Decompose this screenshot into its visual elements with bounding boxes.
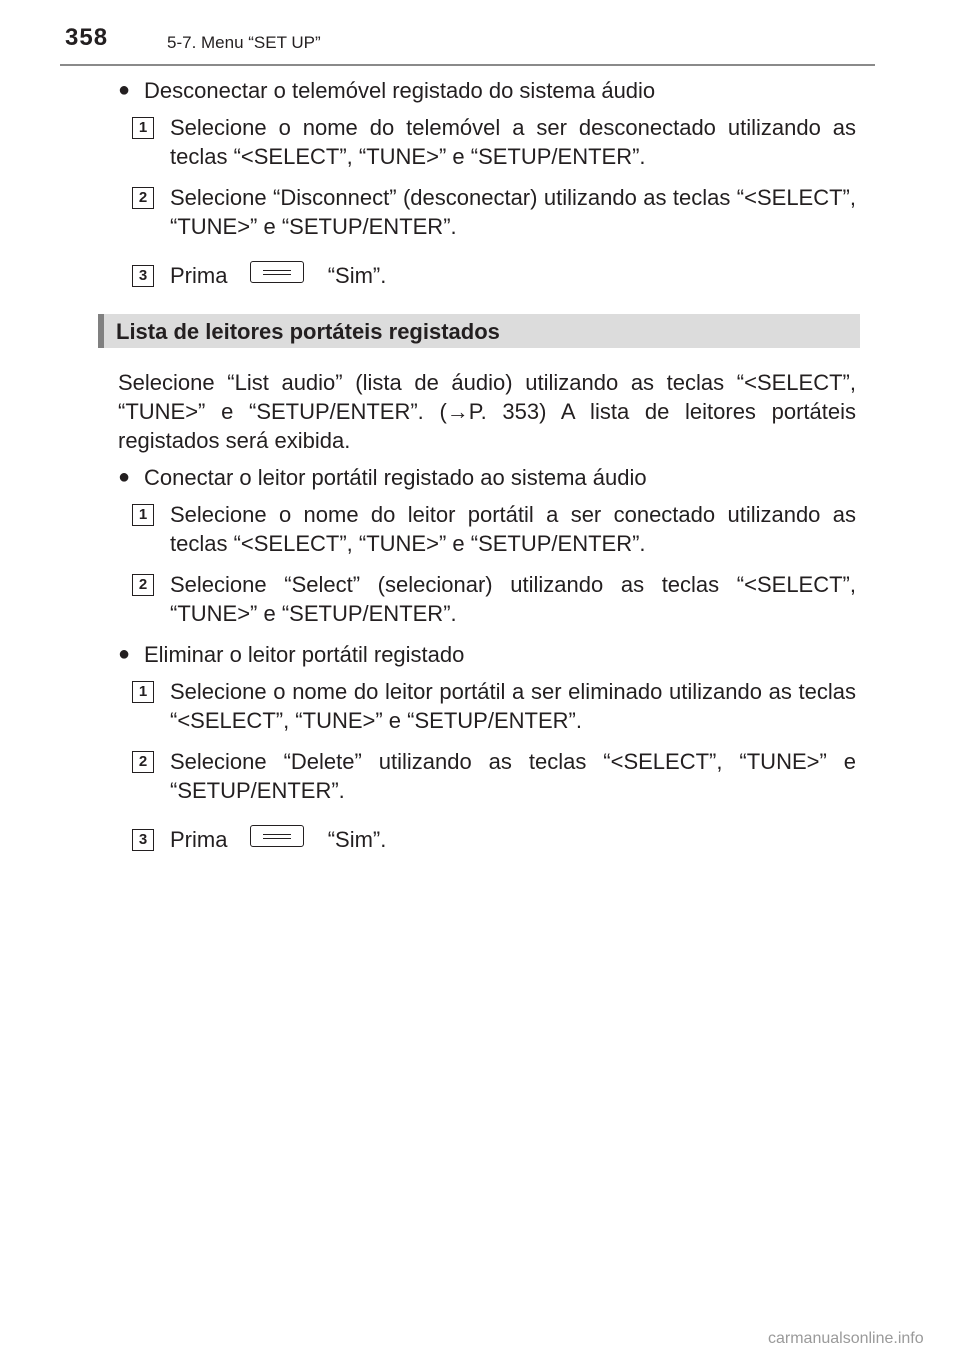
section-title: 5-7. Menu “SET UP” (167, 33, 321, 52)
section-heading: Lista de leitores portáteis registados (116, 319, 500, 344)
step-item (118, 113, 856, 171)
bullet-text: Eliminar o leitor portátil registado (144, 642, 465, 667)
watermark: carmanualsonline.info (768, 1330, 924, 1347)
phone-hang-up-button-icon (250, 261, 304, 283)
step-number: 2 (132, 574, 154, 596)
step-number: 3 (132, 829, 154, 851)
header-divider (60, 64, 875, 66)
bullet-icon: ● (118, 643, 131, 665)
step-item (118, 677, 856, 735)
bullet-item (118, 640, 856, 669)
phone-hang-up-button-icon (250, 825, 304, 847)
bullet-item (118, 76, 856, 105)
step-item (118, 570, 856, 628)
step-text: Prima (170, 263, 228, 288)
step-item (118, 500, 856, 558)
step-text: “Sim”. (327, 827, 387, 852)
bullet-icon: ● (118, 79, 131, 101)
section-heading-bar (98, 314, 860, 348)
step-item (118, 825, 856, 854)
step-item (118, 261, 856, 290)
step-text: Selecione o nome do leitor portátil a ser eliminado utilizando as teclas “<SELECT”, “TUNE>” e “SETUP/ENTER”. (170, 679, 856, 733)
page-header (0, 0, 960, 70)
step-text: Selecione “Disconnect” (desconectar) utilizando as teclas “<SELECT”, “TUNE>” e “SETUP/ENTER”. (170, 185, 856, 239)
bullet-icon: ● (118, 466, 131, 488)
step-item (118, 747, 856, 805)
step-number: 2 (132, 751, 154, 773)
bullet-text: Conectar o leitor portátil registado ao sistema áudio (144, 465, 647, 490)
step-number: 1 (132, 117, 154, 139)
step-text: Selecione o nome do telemóvel a ser desconectado utilizando as teclas “<SELECT”, “TUNE>” e “SETUP/ENTER”. (170, 115, 856, 169)
step-text: Selecione o nome do leitor portátil a ser conectado utilizando as teclas “<SELECT”, “TUNE>” e “SETUP/ENTER”. (170, 502, 856, 556)
step-number: 2 (132, 187, 154, 209)
page-content (118, 76, 856, 866)
step-text: Selecione “Select” (selecionar) utilizando as teclas “<SELECT”, “TUNE>” e “SETUP/ENTER”. (170, 572, 856, 626)
step-text: Selecione “Delete” utilizando as teclas “<SELECT”, “TUNE>” e “SETUP/ENTER”. (170, 749, 856, 803)
intro-paragraph: Selecione “List audio” (lista de áudio) utilizando as teclas “<SELECT”, “TUNE>” e “SETUP/ENTER”. (→P. 353) A lista de leitores portáteis registados será exibida. (118, 370, 856, 453)
bullet-item (118, 463, 856, 492)
step-text: “Sim”. (327, 263, 387, 288)
step-number: 1 (132, 504, 154, 526)
step-number: 3 (132, 265, 154, 287)
step-number: 1 (132, 681, 154, 703)
page-number: 358 (65, 24, 109, 51)
step-item (118, 183, 856, 241)
step-text: Prima (170, 827, 228, 852)
bullet-text: Desconectar o telemóvel registado do sistema áudio (144, 78, 656, 103)
